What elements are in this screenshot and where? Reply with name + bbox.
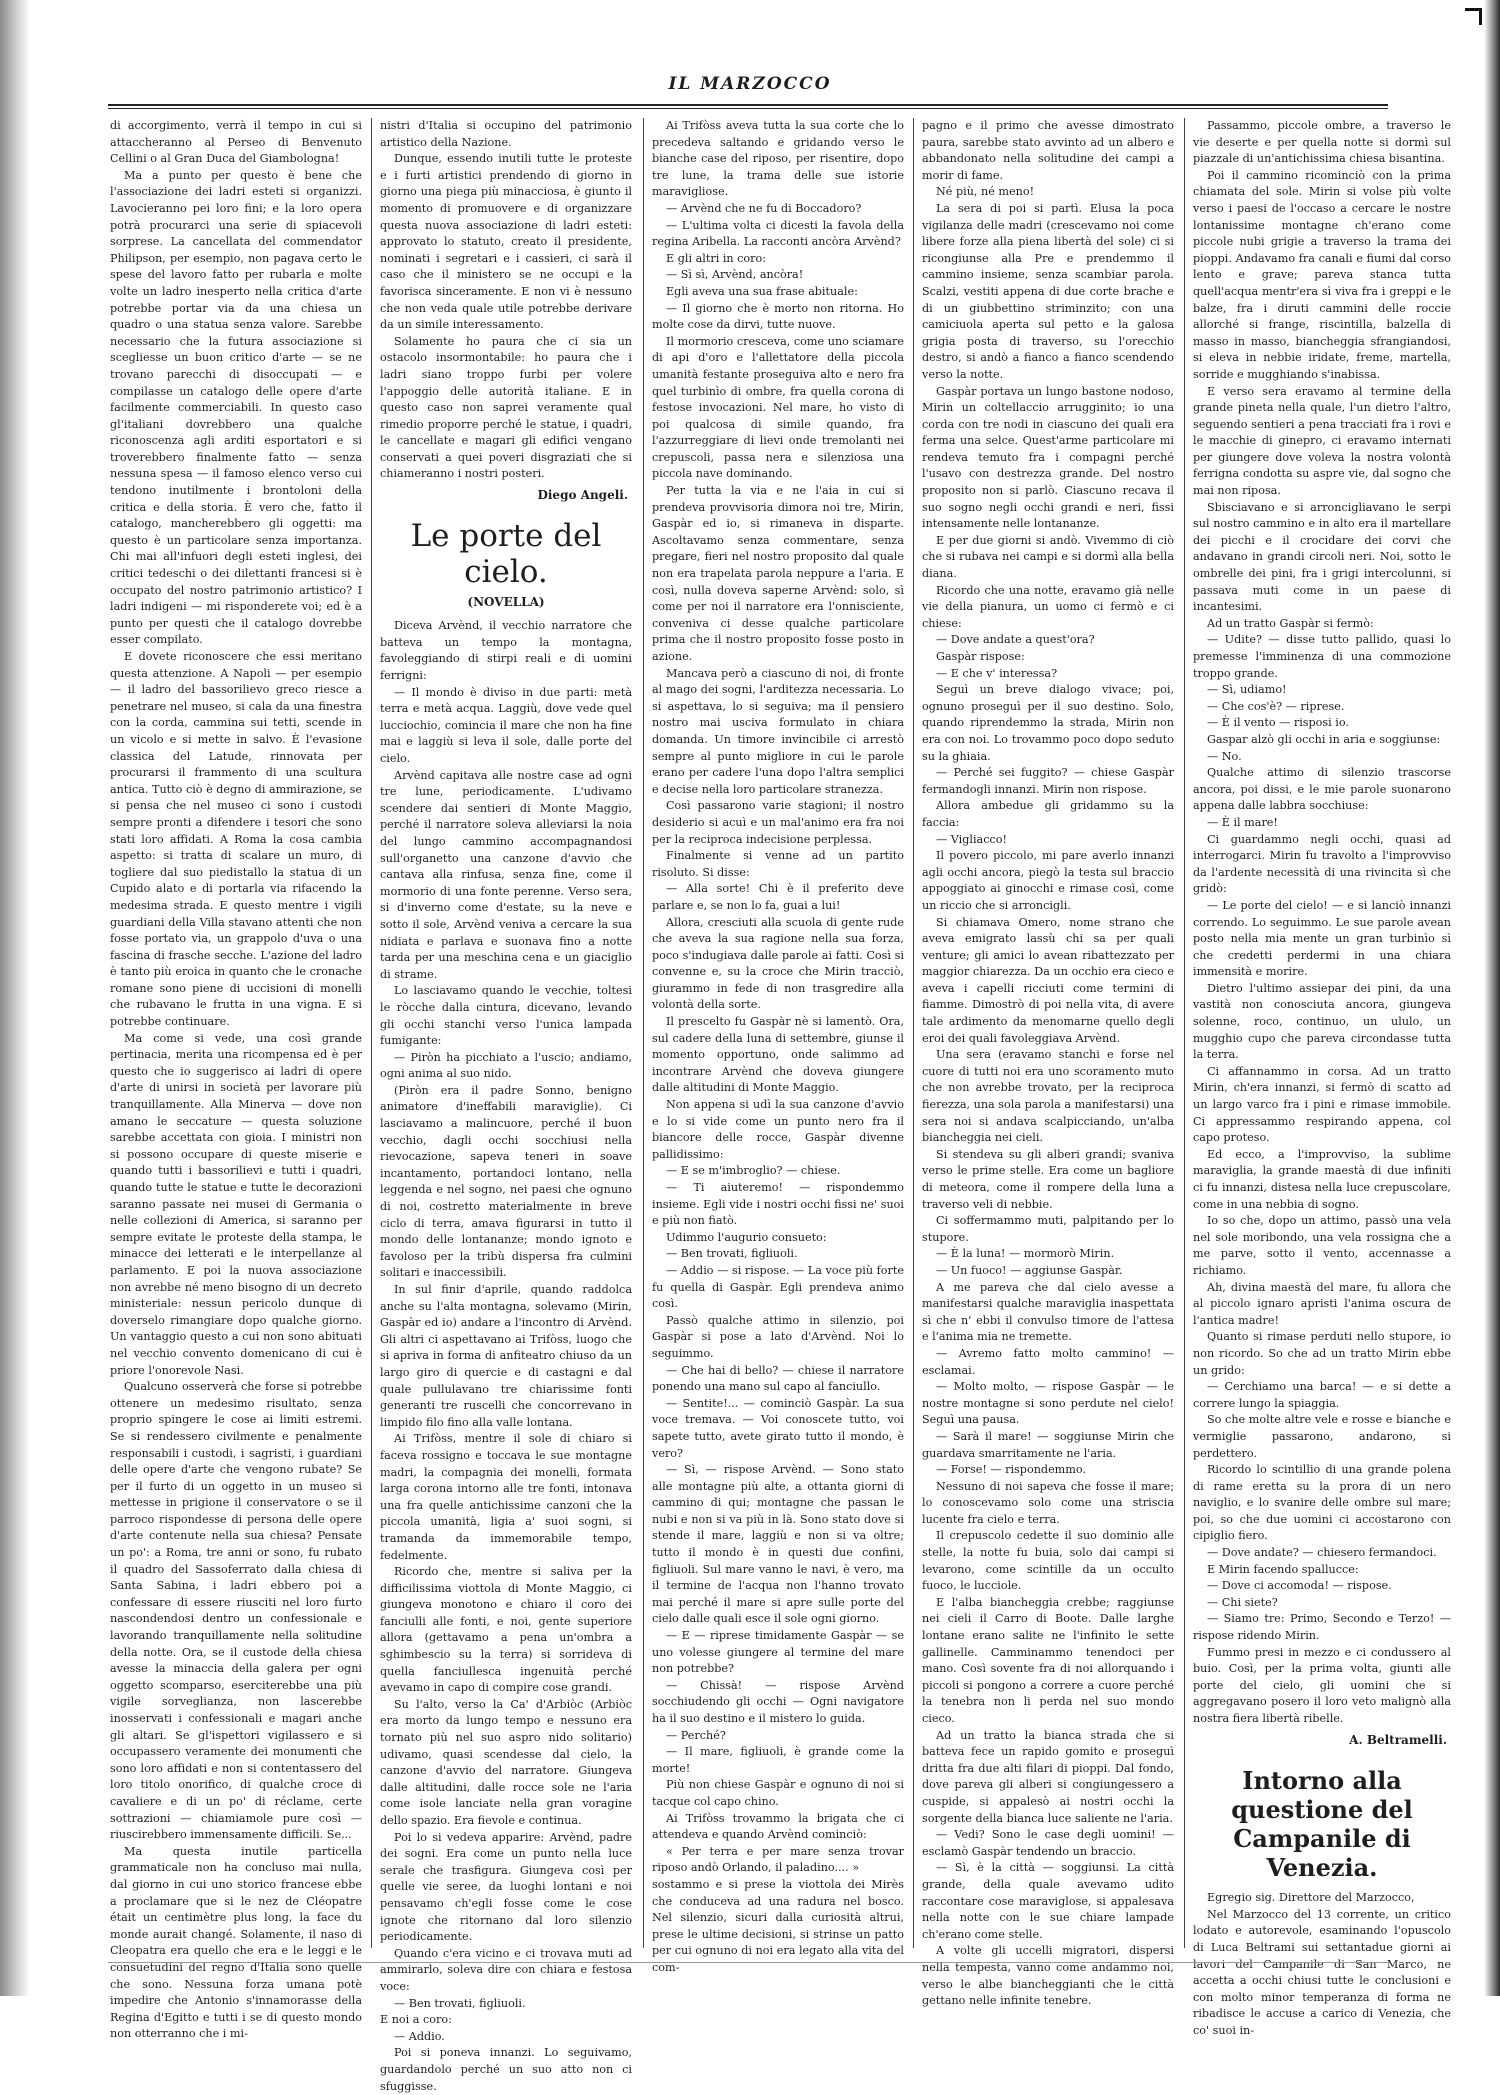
paragraph: E noi a coro: (380, 2013, 452, 2027)
paragraph: — Siamo tre: Primo, Secondo e Terzo! — rispose ridendo Mirin. (1193, 1612, 1451, 1643)
paragraph: — Avremo fatto molto cammino! — esclamai. (922, 1346, 1174, 1377)
paragraph: Dunque, essendo inutili tutte le proteste e i furti artistici prendendo di giorno in giorno una piega più minacciosa, è giunto il momento di promuovere e di organizzare questa nuova associazione di ladri esteti: approvato lo statuto, creato il presidente, nominati i segretari e i cassieri, ci sarà il caso che il ministero se ne occupi e la favorisca sinceramente. E non vi è nessuno che non veda quale utile potrebbe derivare da un simile interessamento. (380, 152, 632, 332)
paragraph: Nel Marzocco del 13 corrente, un critico lodato e autorevole, esaminando l'opuscolo di Luca Beltrami sui settantadue giorni ai lavori del Campanile di San Marco, ne accetta a occhi chiusi tutte le conclusioni e con molto minor temperanza di forma ne ribadisce le accuse a carico di Venezia, che co' suoi in- (1193, 1907, 1451, 2037)
paragraph: — Ben trovati, figliuoli. (394, 1996, 526, 2010)
paragraph: Gaspàr portava un lungo bastone nodoso, Mirin un coltellaccio arrugginito; io una corda con tre nodi in ciascuno dei quali era ferma una selce. Quest'arme particolare mi rendeva temuto fra i compagni perché l'usavo con destrezza grande. Del nostro proposito non si parlò. Ciascuno recava il suo sogno negli occhi grandi e neri, fissi intensamente nelle lontananze. (922, 384, 1174, 531)
paragraph: Ai Trifòss aveva tutta la sua corte che lo precedeva saltando e gridando verso le bianche case del riposo, per risentire, dopo tre lune, la trama delle sue istorie maravigliose. (652, 119, 904, 199)
paragraph: — È il mare! (1207, 815, 1278, 829)
paragraph: Per tutta la via e ne l'aia in cui si prendeva provvisoria dimora noi tre, Mirin, Gaspàr ed io, si rimaneva in disparte. Ascoltavamo senza commentare, senza pregare, fieri nel nostro proposito dal quale non era trapelata parola neppure a l'aria. E così, nulla doveva saperne Arvènd: solo, sì come per noi il narratore era l'onnisciente, conveniva ci desse qualche particolare prima che il nostro proposito fosse posto in azione. (652, 484, 904, 663)
paragraph: « Per terra e per mare senza trovar riposo andò Orlando, il paladino.... » (652, 1844, 904, 1875)
paragraph: Arvènd capitava alle nostre case ad ogni tre lune, periodicamente. L'udivamo scendere dai sentieri di Monte Maggio, perché il narratore soleva alleviarsi la noia del lungo cammino accompagnandosi sull'organetto una canzone d'avvio che cantava alla rinfusa, senza fine, come il mormorio di una fonte perenne. Verso sera, si d'inverno come d'estate, su la neve e sotto il sole, Arvènd veniva a cercare la sua nidiata e parlava e suonava fino a notte tarda per una meschina cena e un giaciglio di strame. (380, 768, 632, 981)
column-rule (913, 118, 914, 1948)
paragraph: — Chissà! — rispose Arvènd socchiudendo gli occhi — Ogni navigatore ha il suo destino e il mistero lo guida. (652, 1678, 904, 1725)
paragraph: — Dove andate? — chiesero fermandoci. (1207, 1546, 1437, 1560)
paragraph: E gli altri in coro: (666, 251, 767, 265)
story-text (380, 618, 632, 2095)
paragraph: Gaspàr rispose: (936, 650, 1025, 663)
paragraph: Ci guardammo negli occhi, quasi ad interrogarci. Mirin fu travolto a l'improvviso da l'ardente necessità di una rivincita sì che gridò: (1193, 832, 1451, 896)
paragraph: A volte gli uccelli migratori, dispersi nella tempesta, vanno come andammo noi, verso le albe biancheggianti che le città gettano nelle infinite tenebre. (922, 1944, 1174, 2008)
scan-margin-shadow (0, 0, 30, 1996)
paragraph: Non appena si udì la sua canzone d'avvio e lo si vide come un punto nero fra il biancore delle rocce, Gaspàr divenne pallidissimo: (652, 1098, 904, 1161)
paragraph: — Alla sorte! Chi è il preferito deve parlare e, se non lo fa, guai a lui! (652, 882, 904, 912)
paragraph: Il povero piccolo, mi pare averlo innanzi agli occhi ancora, piegò la testa sul braccio appoggiato ai ginocchi e rimase così, come un riccio che si arroncigli. (922, 849, 1174, 912)
paragraph: Poi il cammino ricominciò con la prima chiamata del sole. Mirin si volse più volte verso i paesi de l'occaso a cercare le nostre lontanissime montagne ch'erano come piccole nubi grigie a traverso la trama dei pioppi. Andavamo fra canali e fiumi dal corso lento e grave; pareva stanca tutta quell'acqua mentr'era sì viva fra i greppi e le balze, fra i diruti cammini delle roccie allorché si frange, riscintilla, balzella di masso in masso, biancheggia sfrangiandosi, si eleva in nebbie iridate, freme, martella, sorride e mugghiando s'inabissa. (1193, 168, 1451, 381)
paragraph: (Piròn era il padre Sonno, benigno animatore d'ineffabili maraviglie). Ci lasciavamo a malincuore, perché il buon vecchio, dagli occhi socchiusi nella rievocazione, sapeva teneri in soave incantamento, portandoci lontano, nella leggenda e nel sogno, nei paesi che ognuno di noi, costretto materialmente in breve ciclo di terra, amava figurarsi in tutto il mondo delle lontananze; mondo ignoto e favoloso per la tribù dispersa fra culmini solitari e inaccessibili. (380, 1083, 632, 1280)
paragraph: Ci affannammo in corsa. Ad un tratto Mirin, ch'era innanzi, si fermò di scatto ad un largo varco fra i pini e rimase immobile. Ci appressammo respirando appena, col capo proteso. (1193, 1064, 1451, 1145)
paragraph: — Il mare, figliuoli, è grande come la morte! (652, 1745, 904, 1775)
paragraph: Poi lo si vedeva apparire: Arvènd, padre dei sogni. Era come un punto nella luce serale che trasfigura. Giungeva così per quelle vie seree, da luoghi lontani e noi pensavamo ch'egli fosse come le cose ignote che ritornano dal loro silenzio periodicamente. (380, 1830, 632, 1944)
paragraph: Seguì un breve dialogo vivace; poi, ognuno proseguì per il suo destino. Solo, quando riprendemmo la strada, Mirin non era con noi. Lo trovammo poco dopo seduto su la ghiaia. (922, 683, 1174, 763)
paragraph: Si stendeva su gli alberi grandi; svaniva verso le prime stelle. Era come un bagliore di meteora, come il rompere della luna a traverso veli di nebbie. (922, 1147, 1174, 1211)
paragraph: Il crepuscolo cedette il suo dominio alle stelle, la notte fu buia, solo dai campi si levarono, come scintille da un occulto fuoco, le lucciole. (922, 1529, 1174, 1593)
paragraph: A me pareva che dal cielo avesse a manifestarsi qualche maraviglia inaspettata sì che n' ebbi il convulso timore de l'attesa e l'anima mia ne tremette. (922, 1280, 1174, 1344)
paragraph: Su l'alto, verso la Ca' d'Arbiòc (Arbiòc era morto da lungo tempo e nessuno era tornato più nel suo aspro nido solitario) udivamo, quasi scendesse dal cielo, la canzone d'avvio del narratore. Giungeva dalle altitudini, dalle rocce sole ne l'aria come isole lanciate nella gran voragine dello spazio. Era fievole e continua. (380, 1697, 632, 1827)
paragraph: Nessuno di noi sapeva che fosse il mare; lo conoscevamo solo come una striscia lucente fra cielo e terra. (922, 1479, 1174, 1526)
paragraph: Ma questa inutile particella grammaticale non ha concluso mai nulla, dal giorno in cui uno storico francese ebbe a proclamare que si le nez de Cléopatre était un centimètre plus long, la face du monde aurait changé. Solamente, il naso di Cleopatra era quello che era e le leggi e le consuetudini del regno d'Italia sono quelle che sono. Nessuna forza umana potè impedire che Antonio s'innamorasse della Regina d'Egitto e tutti i se di questo mondo non otterranno che i mi- (110, 1844, 362, 2041)
paragraph: — Sarà il mare! — soggiunse Mirin che guardava smarritamente ne l'aria. (922, 1429, 1174, 1460)
paragraph: — Sì, udiamo! (1207, 683, 1287, 697)
paragraph: Una sera (eravamo stanchi e forse nel cuore di tutti noi era uno scoramento muto che non avrebbe trovato, per la reciproca fierezza, una sola parola a manifestarsi) una sera noi si andava scalpicciando, un'alba biancheggia nei cieli. (922, 1048, 1174, 1145)
column-rule (371, 118, 372, 1948)
page-masthead: IL MARZOCCO (668, 74, 832, 94)
paragraph: — Sì, è la città — soggiunsi. La città grande, della quale avevamo udito raccontare cose maraviglose, si appalesava nella notte con le sue chiare lampade ch'erano come stelle. (922, 1861, 1174, 1941)
paragraph: La sera di poi si partì. Elusa la poca vigilanza delle madri (crescevamo noi come libere forze alla piena libertà del sole) ci si ricongiunse alla Pre e prendemmo il cammino insieme, senza scambiar parola. Scalzi, vestiti appena di due corte brache e di un giubbettino striminzito; con una camiciuola aperta sul petto e la galosa grigia posta di traverso, su l'orecchio destro, si andò a fianco a fianco scendendo verso la notte. (922, 201, 1174, 381)
paragraph: Più non chiese Gaspàr e ognuno di noi si tacque col capo chino. (652, 1778, 904, 1808)
paragraph: sostammo e si prese la viottola dei Mirès che conduceva ad una radura nel bosco. Nel silenzio, sicuri dalla curiosità altrui, prese le ultime decisioni, si strinse un patto per cui ognuno di noi era legato alla vita del com- (652, 1877, 904, 1974)
paragraph: di accorgimento, verrà il tempo in cui si attaccheranno al Perseo di Benvenuto Cellini o al Gran Duca del Giambologna! (110, 119, 362, 166)
paragraph: Allora, cresciuti alla scuola di gente rude che aveva la sua ragione nella sua forza, poco s'indugiava dalle parole ai fatti. Così si convenne e, su la croce che Mirin tracciò, giurammo in fede di non trasgredire alla volontà della sorte. (652, 915, 904, 1012)
paragraph: Qualcuno osserverà che forse si potrebbe ottenere un medesimo risultato, senza proprio spingere le cose ai limiti estremi. Se si rendessero civilmente e penalmente responsabili i custodi, i sagristi, i guardiani delle opere d'arte che vengono rubate? Se per il furto di un oggetto in un museo si mettesse in prigione il conservatore o se il parroco rispondesse di persona delle opere d'arte contenute nella sua chiesa? Pensate un po': a Roma, tre anni or sono, fu rubato il quadro del Sassoferrato dalla chiesa di Santa Sabina, i ladri ebbero poi a confessare di essere riusciti nel loro furto nascondendosi dentro un confessionale e lavorando tranquillamente nella solitudine della notte. Ora, se il custode della chiesa avesse la minaccia della galera per ogni oggetto scomparso, eserciterebbe una più vigile sorveglianza, non lascerebbe inosservati i confessionali e magari anche gli altari. Se gl'ispettori vigilassero e si occupassero veramente dei monumenti che sono loro affidati e non si contentassero del loro titolo onorifico, di qualche croce di cavaliere e di un po' di réclame, certe sottrazioni — chiamiamole pure così — riuscirebbero immensamente difficili. Se... (110, 1380, 362, 1842)
paragraph: — Il mondo è diviso in due parti: metà terra e metà acqua. Laggiù, dove vede quel lucciochio, comincia il mare che non ha fine mai e laggiù si leva il sole, dalle porte del cielo. (380, 685, 632, 765)
paragraph: — Dove andate a quest'ora? (936, 633, 1095, 647)
paragraph: — E che v' interessa? (936, 666, 1058, 680)
paragraph: — Sì sì, Arvènd, ancòra! (666, 268, 804, 282)
paragraph: So che molte altre vele e rosse e bianche e vermiglie passarono, andarono, si perdettero. (1193, 1413, 1451, 1460)
paragraph: E dovete riconoscere che essi meritano questa attenzione. A Napoli — per esempio — il ladro del bassorilievo greco riesce a penetrare nel museo, si cala da una finestra con la corda, cammina sui tetti, scende in un vicolo e si mette in salvo. È l'evasione classica del Latude, rinnovata per procurarsi il frammento di una scultura antica. Tutto ciò è degno di ammirazione, se si pensa che nel museo ci sono i custodi sempre pronti a difendere i tesori che sono stati loro affidati. A Roma la cosa cambia aspetto: si tratta di scalare un muro, di togliere dal suo piedistallo la statua di un Cupido alato e di portarla via rifacendo la medesima strada. E questo mentre i vigili guardiani della Villa stavano attenti che non fosse portato via, un grappolo d'uva o una fascina di frasche secche. L'azione del ladro è tanto più eroica in quanto che le cronache romane sono piene di uccisioni di monelli che rubavano le frutta in una vigna. E si potrebbe continuare. (110, 650, 362, 1029)
paragraph: Lo lasciavamo quando le vecchie, toltesi le ròcche dalla cintura, dicevano, levando gli occhi stanchi verso l'unica lampada fumigante: (380, 984, 632, 1048)
paragraph: — Ben trovati, figliuoli. (666, 1247, 798, 1261)
paragraph: Quanto si rimase perduti nello stupore, io non ricordo. So che ad un tratto Mirin ebbe un grido: (1193, 1330, 1451, 1377)
paragraph: Ai Trifòss, mentre il sole di chiaro si faceva rossigno e toccava le sue montagne madri, la compagnia dei monelli, formata larga corona intorno alle tre fonti, intonava una fra quelle antichissime canzoni che la piccola umanità, ligia a' suoi sogni, si tramanda da immemorabile tempo, fedelmente. (380, 1432, 632, 1562)
paragraph: — Molto molto, — rispose Gaspàr — le nostre montagne si sono perdute nel cielo! Seguì una pausa. (922, 1380, 1174, 1427)
paragraph: Egli aveva una sua frase abituale: (666, 284, 858, 298)
masthead-rule (108, 104, 1388, 109)
paragraph: Udimmo l'augurio consueto: (666, 1230, 827, 1244)
paragraph: Ci soffermammo muti, palpitando per lo stupore. (922, 1214, 1174, 1244)
paragraph: — Un fuoco! — aggiunse Gaspàr. (936, 1263, 1123, 1277)
paragraph: — Cerchiamo una barca! — e si dette a correre lungo la spiaggia. (1193, 1380, 1451, 1410)
paragraph: Ed ecco, a l'improvviso, la sublime maraviglia, la grande maestà di due infiniti ci fu innanzi, distesa nella luce crepuscolare, come in una nebbia di sogno. (1193, 1147, 1451, 1211)
bottom-rule (108, 1962, 1388, 1963)
paragraph: E verso sera eravamo al termine della grande pineta nella quale, l'un dietro l'altro, seguendo sentieri a pena tracciati fra i rovi e le macchie di ginepro, ci eravamo internati per giungere dove voleva la nostra volontà ferrigna condotta su aspre vie, dal sogno che mai non riposa. (1193, 384, 1451, 498)
paragraph: Mancava però a ciascuno di noi, di fronte al mago dei sogni, l'arditezza necessaria. Lo si aspettava, lo si seguiva; ma il pensiero nostro mai usciva formulato in chiara domanda. Un timore invincibile ci arrestò sempre al punto migliore in cui le parole erano per cadere l'una dopo l'altra semplici e decise nella loro particolare stranezza. (652, 666, 904, 796)
paragraph: Egregio sig. Direttore del Marzocco, (1207, 1891, 1415, 1905)
paragraph: — Addio. (394, 2029, 445, 2043)
paragraph: — L'ultima volta ci dicesti la favola della regina Aribella. La racconti ancòra Arvènd? (652, 218, 904, 249)
paragraph: — Dove ci accomoda! — rispose. (1207, 1579, 1392, 1593)
paragraph: E per due giorni si andò. Vivemmo di ciò che si rubava nei campi e si dormì alla bella diana. (922, 533, 1174, 581)
paragraph: — Il giorno che è morto non ritorna. Ho molte cose da dirvi, tutte nuove. (652, 301, 904, 332)
paragraph: E l'alba biancheggia crebbe; raggiunse nei cieli il Carro di Boote. Dalle larghe lontane erano salite ne l'infinito le sette gallinelle. Camminammo tenendoci per mano. Così sovente fra di noi allorquando i piccoli si pongono a correre a cuore perché la tenebra non li perda nel suo mondo cieco. (922, 1595, 1174, 1725)
paragraph: — E — riprese timidamente Gaspàr — se uno volesse giungere al termine del mare non potrebbe? (652, 1629, 904, 1676)
section-title: Intorno alla questione del Campanile di Venezia. (1231, 1766, 1413, 1883)
column-rule (643, 118, 644, 1948)
paragraph: — Udite? — disse tutto pallido, quasi lo premesse l'imminenza di una commozione troppo grande. (1193, 633, 1451, 680)
paragraph: Finalmente si venne ad un partito risoluto. Si disse: (652, 849, 904, 879)
paragraph: Qualche attimo di silenzio trascorse ancora, poi dissi, e le mie parole suonarono appena dalle labbra socchiuse: (1193, 766, 1451, 813)
paragraph: Ricordo lo scintillio di una grande polena di rame eretta su la prora di un nero naviglio, e lo svanire delle ombre sul mare; poi, so che due uomini ci accostarono con cipiglio fiero. (1193, 1463, 1451, 1543)
paragraph: Fummo presi in mezzo e ci condussero al buio. Così, per la prima volta, giunti alle porte del cielo, gli uomini che si aggregavano posero il loro veto malignò alla nostra fiera libertà ribelle. (1193, 1645, 1451, 1725)
paragraph: Ma come si vede, una così grande pertinacia, merita una ricompensa ed è per questo che io suggerisco ai ladri di opere d'arte di unirsi in società per lavorare più tranquillamente. Alla Minerva — dove non amano le seccature — questa soluzione sarebbe accettata con gioia. I ministri non si possono occupare di queste miserie e quando tutti i bassorilievi e tutti i quadri, quando tutte le statue e tutte le decorazioni saranno passate nei musei di Germania o nelle collezioni di America, si saranno per sempre evitate le proteste della stampa, le minacce dei letterati e le interpellanze al parlamento. E poi la nuova associazione non avrebbe né meno bisogno di un decreto ministeriale: nessun pericolo dunque di doverselo rimangiare dopo qualche giorno. Un vantaggio questo a cui non sono abituati nel vecchio convento domenicano di cui è priore l'onorevole Nasi. (110, 1031, 362, 1377)
story-title: Le porte del cielo. (410, 517, 602, 590)
paragraph: — Che cos'è? — riprese. (1207, 699, 1345, 713)
author-signature: A. Beltramelli. (1349, 1732, 1447, 1747)
paragraph: — Ti aiuteremo! — rispondemmo insieme. Egli vide i nostri occhi fissi ne' suoi e più non fiatò. (652, 1181, 904, 1228)
paragraph: — Forse! — rispondemmo. (936, 1463, 1086, 1477)
paragraph: In sul finir d'aprile, quando raddolca anche su l'alta montagna, solevamo (Mirin, Gaspàr ed io) andare a l'incontro di Arvènd. Gli altri ci aspettavano ai Trifòss, luogo che si apriva in forma di anfiteatro chiuso da un largo giro di quercie e di castagni e dal quale pullulavano tre chiarissime fonti generanti tre ruscelli che concorrevano in limpido filo fino alla valle lontana. (380, 1283, 632, 1429)
paragraph: Poi si poneva innanzi. Lo seguivamo, guardandolo perché un suo atto non ci sfuggisse. (380, 2046, 632, 2093)
paragraph: Ad un tratto Gaspàr si fermò: (1207, 616, 1374, 630)
paragraph: Il mormorio cresceva, come uno sciamare di api d'oro e l'allettatore della piccola umanità festante proseguiva alto e nero fra quel turbinìo di ombre, fra quella corona di festose invocazioni. Nel mare, ho visto di poi qualcosa di simile quando, fra l'azzurreggiare di lievi onde tremolanti nei crepuscoli, passa nera e silenziosa una piccola nave dominando. (652, 334, 904, 481)
paragraph: — Arvènd che ne fu di Boccadoro? (666, 201, 862, 215)
paragraph: Passammo, piccole ombre, a traverso le vie deserte e per quella notte si dormì sul piazzale di un'antichissima chiesa bisantina. (1193, 119, 1451, 166)
paragraph: Passò qualche attimo in silenzio, poi Gaspàr si pose a lato d'Arvènd. Noi lo seguimmo. (652, 1313, 904, 1360)
corner-crop-mark (1465, 8, 1482, 25)
paragraph: Così passarono varie stagioni; il nostro desiderio si acuì e un mal'animo era fra noi per la reciproca indecisione perplessa. (652, 799, 904, 846)
paragraph: — E se m'imbroglio? — chiese. (666, 1164, 841, 1178)
paragraph: — Piròn ha picchiato a l'uscio; andiamo, ogni anima al suo nido. (380, 1050, 632, 1081)
paragraph: pagno e il primo che avesse dimostrato paura, sarebbe stato avvinto ad un albero e abbandonato nella solitudine dei campi a morir di fame. (922, 119, 1174, 182)
paragraph: — Sì, — rispose Arvènd. — Sono stato alle montagne più alte, a ottanta giorni di cammino di qui; montagne che passan le nubi e non si va più in là. Sono stato dove si stende il mare, laggiù e non si va oltre; tutto il mondo è in questi due confini, figliuoli. Sul mare vanno le navi, è vero, ma il termine de l'acqua non l'hanno trovato mai perché il mare si apre sulle porte del cielo dalle quali esce il sole ogni giorno. (652, 1463, 904, 1626)
paragraph: Né più, né meno! (936, 185, 1035, 199)
paragraph: Sbisciavano e si arroncigliavano le serpi sul nostro cammino e in alto era il martellare dei picchi e il crocidare dei corvi che andavano in grandi circoli neri. Noi, sotto le ombrelle dei pini, fra i grigi intercolunni, si passava muti come in un paese di incantesimi. (1193, 500, 1451, 614)
paragraph: Solamente ho paura che ci sia un ostacolo insormontabile: ho paura che i ladri siano troppo furbi per volere l'appoggio delle autorità italiane. E in questo caso non saprei veramente qual rimedio proporre perché le statue, i quadri, le cancellate e magari gli edifici vengano conservati a quei poveri disgraziati che si chiameranno i nostri posteri. (380, 334, 632, 481)
paragraph: — Perché? (666, 1728, 726, 1742)
paragraph: — Addio — si rispose. — La voce più forte fu quella di Gaspàr. Egli prendeva animo così. (652, 1263, 904, 1311)
paragraph: — Vigliacco! (936, 832, 1007, 846)
paragraph: Il prescelto fu Gaspàr nè si lamentò. Ora, sul cadere della luna di settembre, giunse il momento opportuno, onde salimmo ad incontrare Arvènd che doveva giungere dalle altitudini di Monte Maggio. (652, 1015, 904, 1095)
article-column-4 (922, 118, 1174, 2010)
scan-edge-shadow (1484, 0, 1500, 1996)
paragraph: Io so che, dopo un attimo, passò una vela nel sole moribondo, una vela rossigna che a me parve, sotto il vento, accennasse a richiamo. (1193, 1214, 1451, 1277)
paragraph: — Chi siete? (1207, 1595, 1278, 1609)
column-5-text (1193, 118, 1451, 1728)
story-subtitle: (NOVELLA) (467, 594, 545, 609)
paragraph: Ad un tratto la bianca strada che si batteva fece un rapido gomito e proseguì dritta fra due alti filari di pioppi. Dal fondo, dove pareva gli alberi si congiungessero a cuspide, si appalesò ai nostri occhi la sorgente della bianca luce saliente ne l'aria. (922, 1728, 1174, 1825)
paragraph: Ah, divina maestà del mare, fu allora che al piccolo ignaro apristi l'anima oscura de l'antica madre! (1193, 1280, 1451, 1327)
article-column-1 (110, 118, 362, 2043)
paragraph: — È il vento — risposi io. (1207, 716, 1349, 730)
paragraph: — Vedi? Sono le case degli uomini! — esclamò Gaspàr tendendo un braccio. (922, 1828, 1174, 1858)
paragraph: — Le porte del cielo! — e si lanciò innanzi correndo. Lo seguimmo. Le sue parole avean posto nella mia mente un gran turbinìo sì che credetti perdermi in una chiara immensità e morire. (1193, 898, 1451, 979)
paragraph: — Sentite!... — cominciò Gaspàr. La sua voce tremava. — Voi conoscete tutto, voi sapete tutto, avete girato tutto il mondo, è vero? (652, 1396, 904, 1460)
article-column-2 (380, 118, 632, 2095)
paragraph: Diceva Arvènd, il vecchio narratore che batteva un tempo la montagna, favoleggiando di stirpi reali e di uomini ferrigni: (380, 619, 632, 683)
article-column-3 (652, 118, 904, 1977)
author-signature: Diego Angeli. (537, 488, 628, 503)
paragraph: Ricordo che, mentre si saliva per la difficilissima viottola di Monte Maggio, ci giungeva monotono e chiaro il coro dei fanciulli alle fonti, e noi, gente superiore allora (gettavamo a pena un'ombra a sghimbescio su la terra) si sorrideva di quella fanciullesca ingenuità perché avevamo in capo di compire cose grandi. (380, 1565, 632, 1695)
paragraph: Dietro l'ultimo assiepar dei pini, da una vastità non conosciuta ancora, giungeva solenne, roco, continuo, un ululo, un mugghio cupo che pareva circondasse tutta la terra. (1193, 981, 1451, 1062)
column-2-text (380, 118, 632, 483)
paragraph: E Mirin facendo spallucce: (1207, 1562, 1359, 1576)
paragraph: Ai Trifòss trovammo la brigata che ci attendeva e quando Arvènd cominciò: (652, 1811, 904, 1842)
paragraph: Quando c'era vicino e ci trovava muti ad ammirarlo, soleva dire con chiara e festosa voce: (380, 1946, 632, 1993)
paragraph: Ricordo che una notte, eravamo già nelle vie della pianura, un uomo ci fermò e ci chiese: (922, 583, 1174, 630)
column-rule (1184, 118, 1185, 1948)
paragraph: Gaspar alzò gli occhi in aria e soggiunse: (1207, 732, 1441, 746)
paragraph: — No. (1207, 749, 1242, 763)
paragraph: — Che hai di bello? — chiese il narratore ponendo una mano sul capo al fanciullo. (652, 1363, 904, 1394)
paragraph: Si chiamava Omero, nome strano che aveva emigrato lassù chi sa per quali venture; gli amici lo avean ribattezzato per maggior chiarezza. Da un occhio era cieco e aveva i capelli ricciuti come termini di fiamme. Dimostrò di poi nella vita, di avere tale ardimento da menomarne quello degli eroi dei quali favoleggiava Arvènd. (922, 915, 1174, 1045)
paragraph: — È la luna! — mormorò Mirin. (936, 1247, 1115, 1261)
letter-text (1193, 1890, 1451, 2039)
paragraph: Ma a punto per questo è bene che l'associazione dei ladri esteti si organizzi. Lavocieranno pei loro fini; e la loro opera potrà procurarci una serie di spiacevoli sorprese. La cancellata del commendator Philipson, per esempio, non pagava certo le spese del lavoro fatto per rubarla e molte volte un ladro inesperto nella critica d'arte potrebbe portar via da una chiesa un quadro o una statua senza valore. Sarebbe necessario che la futura associazione si scegliesse un buon critico d'arte — se ne trovano parecchi di disoccupati — e compilasse un catalogo delle opere d'arte facilmente commerciabili. In questo caso gl'italiani dovrebbero una qualche riconoscenza agli arditi esportatori e si troverebbero finalmente fatto — senza nessuna spesa — il famoso elenco verso cui tendono inutilmente i brontoloni della critica e della storia. È vero che, fatto il catalogo, mancherebbero gli oggetti: ma questo è un particolare senza importanza. Chi mai all'infuori degli esteti inglesi, dei critici tedeschi o dei dilettanti francesi si è occupato del nostro patrimonio artistico? I ladri indigeni — mi risponderete voi; ed è a punto per questi che il catalogo dovrebbe esser compilato. (110, 168, 362, 647)
article-column-5 (1193, 118, 1451, 2040)
paragraph: — Perché sei fuggito? — chiese Gaspàr fermandogli innanzi. Mirin non rispose. (922, 766, 1174, 796)
paragraph: nistri d'Italia si occupino del patrimonio artistico della Nazione. (380, 119, 632, 149)
paragraph: Allora ambedue gli gridammo su la faccia: (922, 799, 1174, 829)
